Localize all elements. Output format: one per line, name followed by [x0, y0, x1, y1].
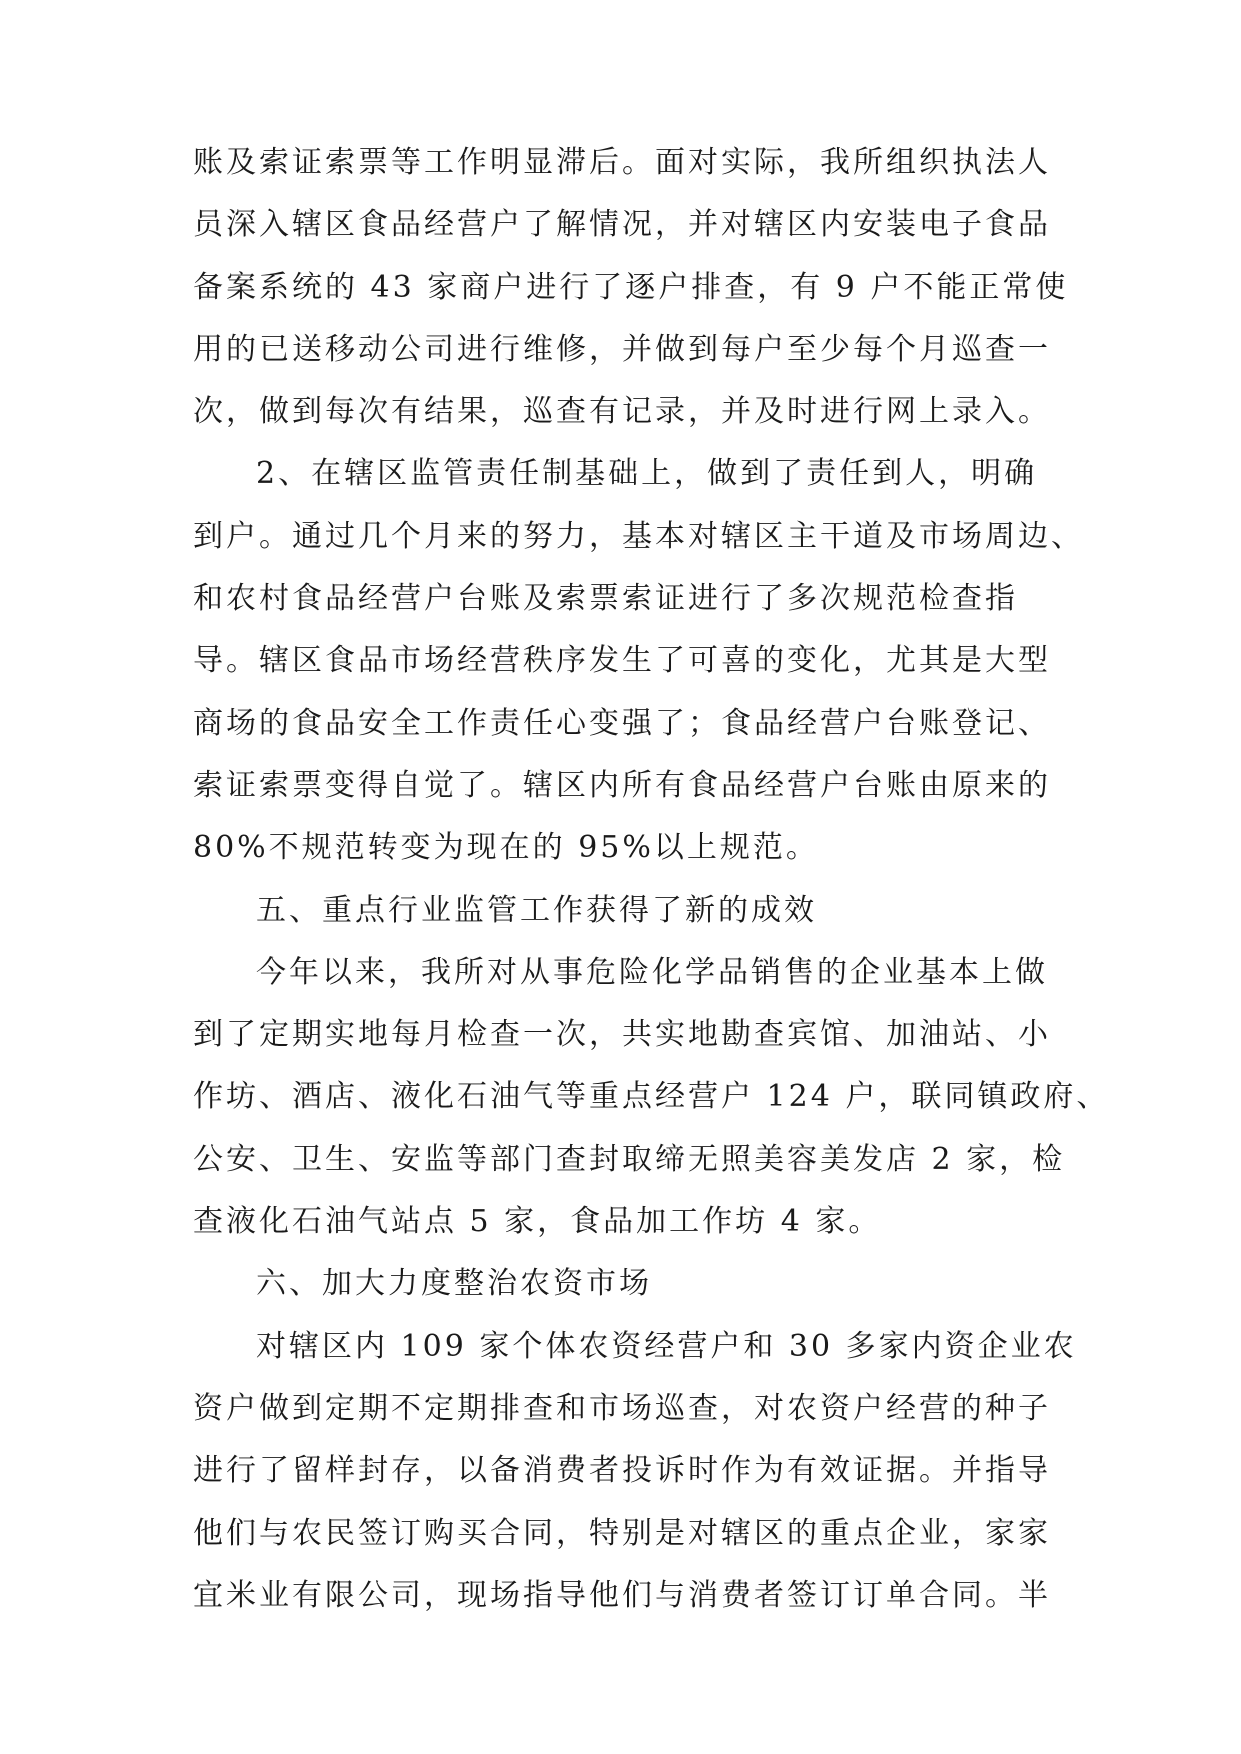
text-line: 账及索证索票等工作明显滞后。面对实际，我所组织执法人 [193, 145, 1051, 180]
text-line: 80%不规范转变为现在的 95%以上规范。 [193, 830, 819, 866]
text-line: 2、在辖区监管责任制基础上，做到了责任到人，明确 [256, 456, 1038, 492]
text-line: 和农村食品经营户台账及索票索证进行了多次规范检查指 [193, 581, 1018, 617]
text-line: 到了定期实地每月检查一次，共实地勘查宾馆、加油站、小 [193, 1017, 1051, 1053]
text-line: 索证索票变得自觉了。辖区内所有食品经营户台账由原来的 [193, 767, 1051, 803]
text-line: 对辖区内 109 家个体农资经营户和 30 多家内资企业农 [256, 1328, 1077, 1364]
text-line: 备案系统的 43 家商户进行了逐户排查，有 9 户不能正常使 [193, 269, 1069, 305]
text-line: 他们与农民签订购买合同，特别是对辖区的重点企业，家家 [193, 1515, 1051, 1551]
text-line: 五、重点行业监管工作获得了新的成效 [256, 892, 817, 928]
text-line: 用的已送移动公司进行维修，并做到每户至少每个月巡查一 [193, 331, 1051, 367]
text-line: 今年以来，我所对从事危险化学品销售的企业基本上做 [256, 954, 1048, 990]
text-line: 商场的食品安全工作责任心变强了；食品经营户台账登记、 [193, 705, 1051, 741]
text-line: 资户做到定期不定期排查和市场巡查，对农资户经营的种子 [193, 1390, 1051, 1426]
text-line: 次，做到每次有结果，巡查有记录，并及时进行网上录入。 [193, 394, 1051, 430]
text-line: 作坊、酒店、液化石油气等重点经营户 124 户，联同镇政府、 [193, 1079, 1110, 1115]
body-text [193, 132, 1110, 1627]
text-line: 导。辖区食品市场经营秩序发生了可喜的变化，尤其是大型 [193, 643, 1051, 679]
text-line: 宜米业有限公司，现场指导他们与消费者签订订单合同。半 [193, 1577, 1051, 1613]
text-line: 员深入辖区食品经营户了解情况，并对辖区内安装电子食品 [193, 207, 1051, 243]
text-line: 公安、卫生、安监等部门查封取缔无照美容美发店 2 家，检 [193, 1141, 1066, 1177]
text-line: 查液化石油气站点 5 家，食品加工作坊 4 家。 [193, 1204, 882, 1240]
text-line: 到户。通过几个月来的努力，基本对辖区主干道及市场周边、 [193, 518, 1084, 554]
text-line: 进行了留样封存，以备消费者投诉时作为有效证据。并指导 [193, 1453, 1051, 1489]
text-line: 六、加大力度整治农资市场 [256, 1266, 652, 1302]
